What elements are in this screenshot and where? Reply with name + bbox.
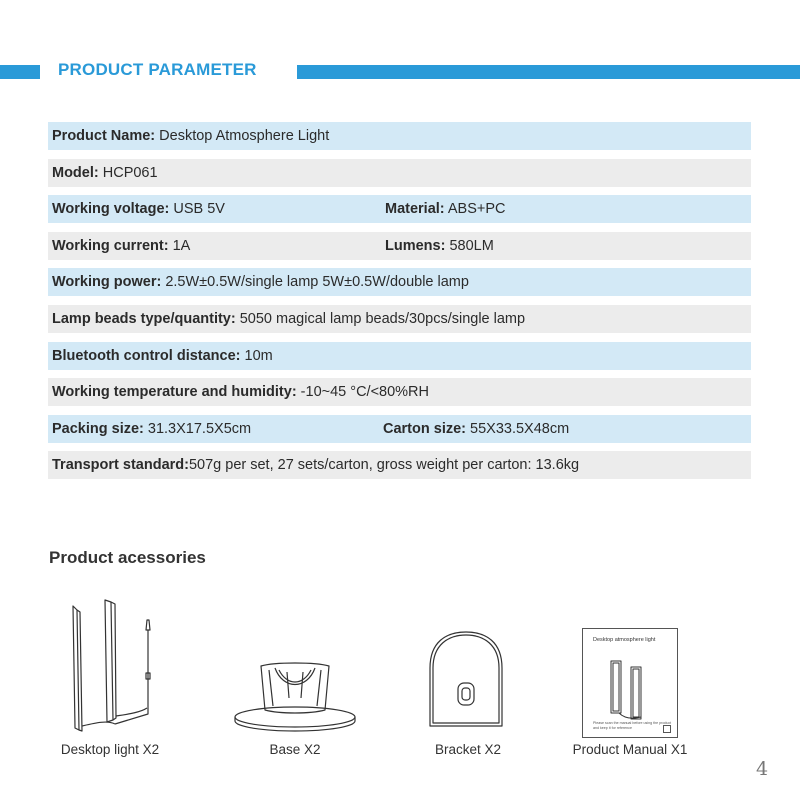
- header-accent-bar-right: [297, 65, 800, 79]
- accessory-caption: Desktop light X2: [60, 742, 160, 757]
- header-accent-bar-left: [0, 65, 40, 79]
- page-number: 4: [756, 758, 769, 780]
- param-label: Working voltage:: [52, 201, 170, 218]
- accessory-manual: [570, 598, 690, 768]
- param-row-product-name: [48, 122, 751, 150]
- accessory-base: [225, 598, 365, 768]
- accessory-bracket: [408, 598, 528, 768]
- param-value: 2.5W±0.5W/single lamp 5W±0.5W/double lamp: [161, 274, 469, 291]
- param-label: Lumens:: [385, 237, 446, 254]
- param-label: Transport standard:: [52, 457, 189, 474]
- param-value: HCP061: [98, 164, 158, 181]
- param-label: Bluetooth control distance:: [52, 347, 241, 364]
- manual-cover-title: Desktop atmosphere light: [593, 637, 656, 643]
- param-value: USB 5V: [169, 201, 225, 218]
- accessory-caption: Base X2: [269, 742, 321, 757]
- accessories-title: Product acessories: [49, 548, 206, 567]
- parameter-table: [48, 122, 751, 488]
- param-value: 5050 magical lamp beads/30pcs/single lamp: [235, 310, 526, 327]
- param-label: Material:: [385, 201, 445, 218]
- param-row-model: [48, 159, 751, 187]
- param-value: 10m: [240, 347, 273, 364]
- manual-illustration: [582, 628, 678, 738]
- accessory-desktop-light: [55, 598, 215, 768]
- section-title: PRODUCT PARAMETER: [58, 60, 257, 79]
- param-label: Working temperature and humidity:: [52, 384, 297, 401]
- param-label: Lamp beads type/quantity:: [52, 310, 236, 327]
- param-label: Working current:: [52, 237, 169, 254]
- param-row-packing-carton: [48, 415, 751, 443]
- base-illustration: [225, 598, 365, 738]
- bracket-illustration: [408, 598, 528, 738]
- param-row-transport-standard: [48, 451, 751, 479]
- param-value: 507g per set, 27 sets/carton, gross weight per carton: 13.6kg: [188, 457, 580, 474]
- param-row-current-lumens: [48, 232, 751, 260]
- accessory-caption: Bracket X2: [434, 742, 502, 757]
- param-label: Model:: [52, 164, 99, 181]
- param-label: Packing size:: [52, 420, 144, 437]
- param-value: Desktop Atmosphere Light: [155, 128, 330, 144]
- param-row-bluetooth-distance: [48, 342, 751, 370]
- param-value: ABS+PC: [444, 201, 506, 218]
- param-row-lamp-beads: [48, 305, 751, 333]
- param-value: 580LM: [445, 237, 494, 254]
- param-value: 1A: [168, 237, 191, 254]
- accessory-caption: Product Manual X1: [572, 742, 688, 757]
- param-row-voltage-material: [48, 195, 751, 223]
- param-label: Product Name:: [52, 128, 156, 144]
- param-value: -10~45 °C/<80%RH: [296, 384, 429, 401]
- manual-qr-icon: [663, 725, 671, 733]
- param-row-temperature-humidity: [48, 378, 751, 406]
- manual-footer-text: Please scan the manual before using the product and keep it for reference: [593, 721, 672, 730]
- section-header: [0, 58, 800, 86]
- param-label: Working power:: [52, 274, 162, 291]
- param-row-working-power: [48, 268, 751, 296]
- manual-product-icon: [605, 659, 657, 725]
- param-value: 31.3X17.5X5cm: [143, 420, 252, 437]
- param-value: 55X33.5X48cm: [466, 420, 570, 437]
- desktop-light-illustration: [55, 598, 215, 738]
- param-label: Carton size:: [383, 420, 466, 437]
